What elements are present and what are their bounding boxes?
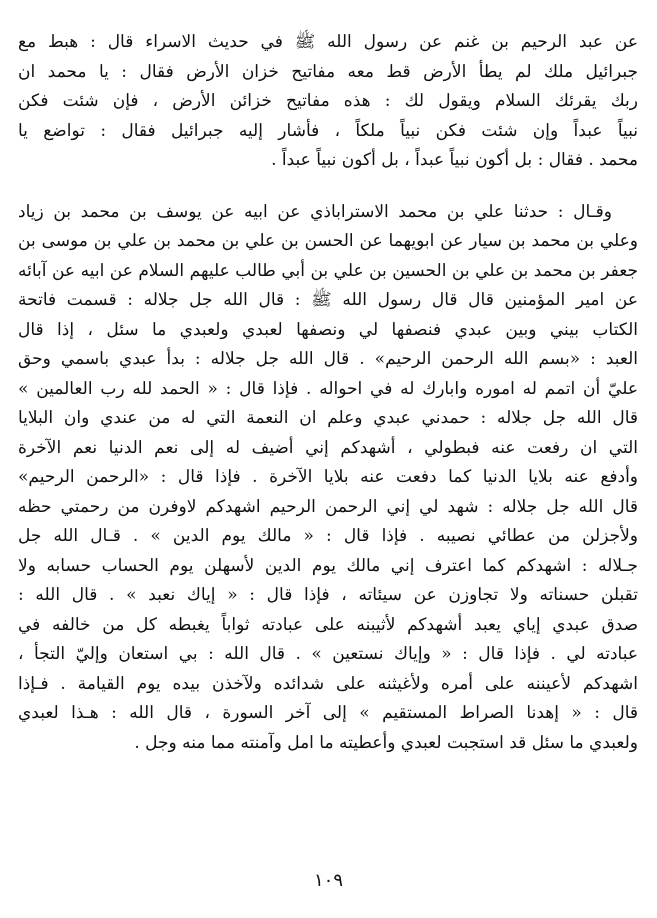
text-line: عن عبد الرحيم بن غنم عن رسول الله ﷺ في حديث الاسراء قال : هبط مع — [18, 32, 638, 52]
text-line: ولعبدي ما سئل قد استجبت لعبدي وأعطيته ما امل وآمنته مما منه وجل . — [134, 732, 638, 753]
page-body — [18, 28, 638, 908]
text-line: نبياً عبداً وإن شئت فكن نبياً ملكاً ، فأشار إليه جبرائيل فقال : تواضع يا — [18, 120, 638, 141]
text-line: العبد : «بسم الله الرحمن الرحيم» . قال الله جل جلاله : بدأ عبدي باسمي وحق — [18, 349, 638, 369]
page-number: ١٠٩ — [313, 870, 343, 891]
text-line: تقبلن حسناته ولا تجاوزن عن سيئاته ، فإذا قال : « إياك نعبد » . قال الله : — [18, 585, 638, 605]
text-line: جبرائيل ملك لم يطأ الأرض قط معه مفاتيح خزان الأرض فقال : يا محمد ان — [18, 61, 638, 82]
text-line: محمد . فقال : بل أكون نبياً عبداً ، بل أكون نبياً عبداً . — [271, 150, 638, 170]
paragraph-2 — [18, 198, 638, 759]
paragraph-spacer — [18, 176, 638, 198]
text-line: صدق عبدي إياي يعبد أشهدكم لأثيبنه على عبادته ثواباً يغبطه كل من خالفه في — [18, 614, 638, 635]
text-line: ربك يقرئك السلام ويقول لك : هذه مفاتيح خزائن الأرض ، فإن شئت فكن — [18, 91, 638, 111]
text-line: قال : « إهدنا الصراط المستقيم » إلى آخر السورة ، قال الله : هـذا لعبدي — [18, 703, 638, 723]
text-line: وأدفع عنه بلايا الدنيا كما دفعت عنه بلايا الآخرة . فإذا قال : «الرحمن الرحيم» — [18, 467, 638, 487]
text-line: عليّ أن اتمم له اموره وابارك له في احواله . فإذا قال : « الحمد لله رب العالمين » — [18, 378, 638, 399]
text-line: قال الله جل جلاله : حمدني عبدي وعلم ان النعمة التي له من عندي وان البلايا — [18, 408, 638, 428]
text-line: عن امير المؤمنين قال قال رسول الله ﷺ : قال الله جل جلاله : قسمت فاتحة — [18, 290, 638, 310]
text-line: وعلي بن محمد بن سيار عن ابويهما عن الحسن بن علي بن محمد بن علي بن موسى بن — [18, 231, 638, 251]
text-line: وقـال : حدثنا علي بن محمد الاستراباذي عن ابيه عن يوسف بن محمد بن زياد — [18, 201, 612, 222]
text-line: ولأجزلن من عطائي نصيبه . فإذا قال : « مالك يوم الدين » . قـال الله جل — [18, 526, 638, 546]
text-line: عبادته لي . فإذا قال : « وإياك نستعين » . قال الله : بي استعان وإليّ التجأ ، — [18, 644, 638, 664]
text-line: قال الله جل جلاله : شهد لي إني الرحمن الرحيم اشهدكم لاوفرن من رحمتي حظه — [18, 496, 638, 517]
text-line: جعفر بن محمد بن علي بن الحسين بن علي بن أبي طالب عليهم السلام عن ابيه عن آبائه — [18, 260, 638, 281]
text-line: جـلاله : اشهدكم كما اعترف إني مالك يوم الدين لأسهلن يوم الحساب حسابه ولا — [18, 555, 638, 576]
text-line: اشهدكم لأعيننه على أمره ولأغيثنه على شدائده ولآخذن بيده يوم القيامة . فـإذا — [18, 673, 638, 694]
text-line: التي ان رفعت عنه فبطولي ، أشهدكم إني أضيف له إلى نعم الدنيا نعم الآخرة — [18, 437, 638, 458]
text-line: الكتاب بيني وبين عبدي فنصفها لي ونصفها لعبدي ولعبدي ما سئل ، إذا قال — [18, 319, 638, 340]
paragraph-1 — [18, 28, 638, 176]
